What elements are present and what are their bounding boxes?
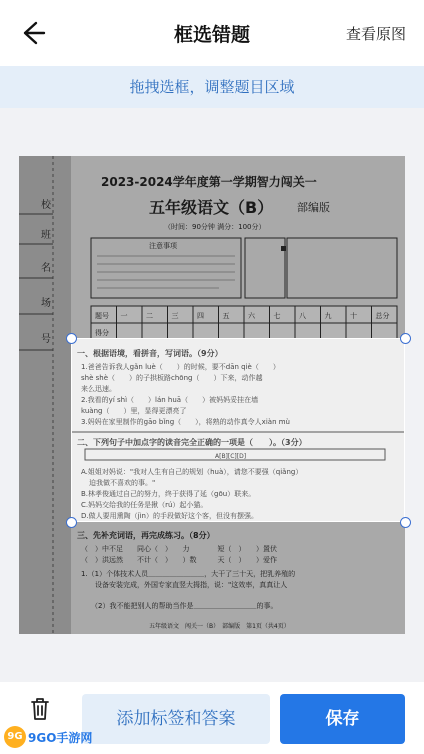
score-table-header-cell: 一 xyxy=(120,312,128,320)
section2-option-a-cont: 迫我做不喜欢的事。" xyxy=(89,479,156,487)
paper-time-note: （时间：90分钟 满分：100分） xyxy=(164,223,266,231)
score-table-header-cell: 八 xyxy=(299,312,306,320)
score-table-header-cell: 二 xyxy=(146,312,153,320)
section3-q1-cont: 设备安装完成，外国专家直竖大拇指，说："这效率，真真让人 xyxy=(95,581,288,589)
section3-q2: （2）我不能把别人的帮助当作是＿＿＿＿＿＿＿＿＿的事。 xyxy=(91,602,278,610)
paper-footer: 五年级语文 闯关一（B） 部编版 第1页（共4页） xyxy=(149,623,290,630)
section1-line4: 2.我看的yí shì（ ）lán huā（ ）被妈妈妥挂在墙 xyxy=(81,396,259,404)
score-table-label: 得分 xyxy=(95,329,109,337)
section2-option-b: B.林孝俊通过自己的努力，终于获得了延（gōu）联来。 xyxy=(81,490,256,498)
drag-hint-banner: 拖拽选框，调整题目区域 xyxy=(0,66,424,108)
add-tags-and-answer-button[interactable]: 添加标签和答案 xyxy=(82,694,270,744)
section3-q1: 1.（1）个体技术人员＿＿＿＿＿＿＿＿，大干了三十天，把乳养殖的 xyxy=(81,570,296,578)
notice-title: 注意事项 xyxy=(149,242,177,250)
svg-text:名: 名 xyxy=(41,263,51,274)
section1-line1: 1.爸爸告诉我人gǎn luè（ ）的时候，要不dān qiè（ ） xyxy=(81,363,280,371)
svg-text:校: 校 xyxy=(41,200,51,211)
section3-row1: （ ）中不足 同心（ ） 力 短（ ） ）置伏 xyxy=(81,545,277,553)
section2-answer-box: A[B][C][D] xyxy=(215,453,247,460)
section1-line6: 3.妈妈在家里制作的gāo bǐng（ ），将熟的动作真令人xiàn mù xyxy=(81,418,290,426)
watermark-logo xyxy=(4,724,92,750)
section1-line3: 来么迅速。 xyxy=(81,385,116,393)
score-table-header-cell: 十 xyxy=(350,312,357,320)
svg-text:班: 班 xyxy=(41,230,51,241)
page-title: 框选错题 xyxy=(173,24,250,46)
crop-selection-box[interactable] xyxy=(71,338,405,522)
svg-text:场: 场 xyxy=(41,298,51,309)
view-original-button[interactable]: 查看原图 xyxy=(345,25,406,43)
svg-text:号: 号 xyxy=(41,334,51,345)
crop-handle-top-right[interactable] xyxy=(400,333,411,344)
score-table-header-cell: 九 xyxy=(324,312,332,320)
section2-option-d: D.做人要用熏陶（jìn）的手段做好这个客，但没有摆强。 xyxy=(81,512,258,520)
score-table-header-cell: 四 xyxy=(197,312,204,320)
section1-title: 一、根据语境，看拼音，写词语。（9分） xyxy=(77,349,223,358)
score-table-header-cell: 五 xyxy=(222,312,230,320)
section1-line2: shè shè（ ）的子拱板路chōng（ ）下来，动作越 xyxy=(81,374,263,382)
score-table-header-cell: 题号 xyxy=(95,312,109,320)
crop-handle-bottom-right[interactable] xyxy=(400,517,411,528)
watermark-text: 9GO手游网 xyxy=(28,730,93,745)
paper-heading: 2023-2024学年度第一学期智力闯关一 xyxy=(101,175,317,189)
score-table-header-cell: 七 xyxy=(273,312,281,320)
section3-row2: （ ）洪远然 不计（ ） ）数 天（ ） ）爱作 xyxy=(81,556,277,564)
save-button[interactable]: 保存 xyxy=(280,694,405,744)
section1-line5: kuàng（ ）里，显得更漂亮了 xyxy=(81,407,187,415)
section2-option-c: C.妈妈交给我的任务是揪（rú）起小猫。 xyxy=(81,501,208,509)
section3-title: 三、先补充词语，再完成练习。（8分） xyxy=(77,531,215,540)
crop-handle-top-left[interactable] xyxy=(66,333,77,344)
trash-icon[interactable] xyxy=(25,694,55,724)
score-table-header-cell: 三 xyxy=(171,312,179,320)
section2-title: 二、下列句子中加点字的读音完全正确的一项是（ ）。（3分） xyxy=(77,438,307,447)
top-bar xyxy=(0,0,424,66)
watermark-ball-icon: 9G xyxy=(4,726,26,748)
score-table-header-cell: 总分 xyxy=(375,312,390,320)
crop-handle-bottom-left[interactable] xyxy=(66,517,77,528)
section2-option-a: A.姐姐对妈说："我对人生有自己的规划（huà），请您不要强（qiǎng） xyxy=(81,468,303,476)
paper-subject: 五年级语文（B） xyxy=(149,198,274,217)
score-table-header-cell: 六 xyxy=(248,312,255,320)
crop-selection-fill xyxy=(72,339,404,521)
paper-edition: 部编版 xyxy=(297,201,330,214)
